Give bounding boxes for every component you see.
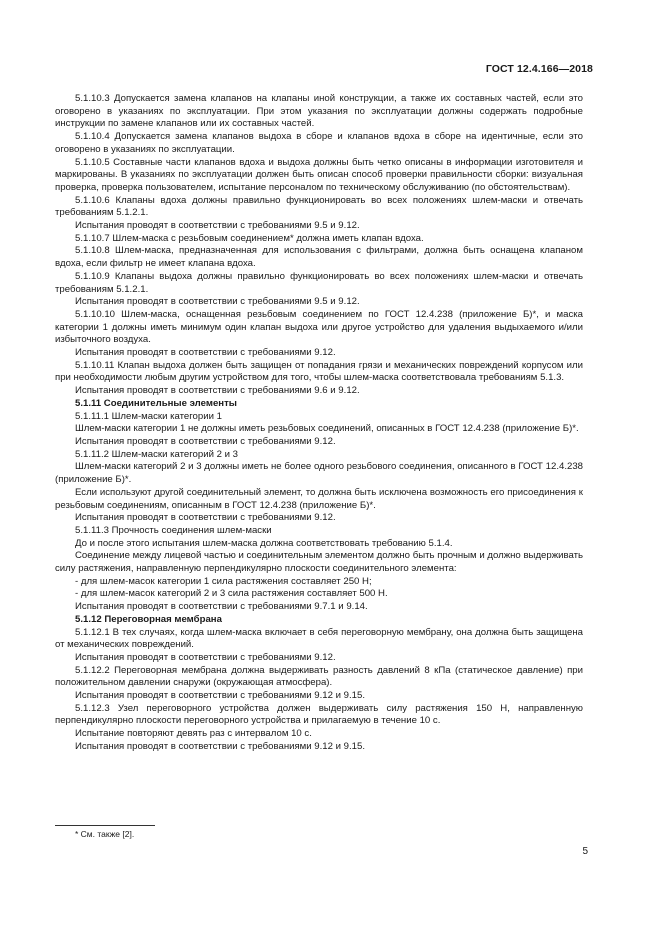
section-heading: 5.1.11 Соединительные элементы xyxy=(75,397,237,409)
page-number: 5 xyxy=(582,846,588,857)
paragraph: 5.1.10.11 Клапан выдоха должен быть защищен от попадания грязи и механических повреждений корпусом или при необходимости любым другим устройством для того, чтобы шлем-маска соответствовала требованиям 5.1.3. xyxy=(55,359,583,384)
paragraph: 5.1.10.8 Шлем-маска, предназначенная для использования с фильтрами, должна быть оснащена клапаном вдоха, если фильтр не имеет клапана вдоха. xyxy=(55,245,583,270)
paragraph: Испытания проводят в соответствии с требованиями 9.12. xyxy=(75,512,336,524)
paragraph: 5.1.12.2 Переговорная мембрана должна выдерживать разность давлений 8 кПа (статическое давление) при положительном давлении снаружи (окружающая атмосфера). xyxy=(55,664,583,689)
document-body xyxy=(55,93,583,754)
paragraph: Если используют другой соединительный элемент, то должна быть исключена возможность его присоединения к резьбовым соединениям, описанным в ГОСТ 12.4.238 (приложение Б)*. xyxy=(55,486,583,511)
paragraph: 5.1.10.10 Шлем-маска, оснащенная резьбовым соединением по ГОСТ 12.4.238 (приложение Б)*, и маска категории 1 должны иметь минимум один клапан выдоха или другое устройство для удаления выдыхаемого и/или избыточного воздуха. xyxy=(55,308,583,346)
footnote-divider xyxy=(55,825,155,826)
paragraph: 5.1.10.3 Допускается замена клапанов на клапаны иной конструкции, а также их составных частей, если это оговорено в указаниях по эксплуатации. При этом указания по эксплуатации должны содержать подробные инструкции по замене клапанов или их составных частей. xyxy=(55,93,583,130)
paragraph: Испытания проводят в соответствии с требованиями 9.6 и 9.12. xyxy=(75,385,360,397)
paragraph: Испытания проводят в соответствии с требованиями 9.5 и 9.12. xyxy=(75,296,360,308)
paragraph: 5.1.10.4 Допускается замена клапанов выдоха в сборе и клапанов вдоха в сборе на идентичные, если это оговорено в указаниях по эксплуатации. xyxy=(55,131,583,155)
paragraph: Испытания проводят в соответствии с требованиями 9.12 и 9.15. xyxy=(75,690,365,702)
paragraph: Испытания проводят в соответствии с требованиями 9.12. xyxy=(75,347,336,359)
paragraph: Соединение между лицевой частью и соединительным элементом должно быть прочным и должно выдерживать силу растяжения, направленную перпендикулярно плоскости соединительного элемента: xyxy=(55,550,583,575)
paragraph: 5.1.10.5 Составные части клапанов вдоха и выдоха должны быть четко описаны в информации изготовителя и маркированы. В указаниях по эксплуатации должен быть описан способ проверки правильности сборки: визуальная проверка, проверка пользователем, испытание персоналом по техническому обслуживанию (по обстоятельствам). xyxy=(55,156,583,193)
paragraph: Испытание повторяют девять раз с интервалом 10 с. xyxy=(75,728,312,740)
paragraph: 5.1.10.7 Шлем-маска с резьбовым соединением* должна иметь клапан вдоха. xyxy=(75,232,424,244)
document-header: ГОСТ 12.4.166—2018 xyxy=(485,63,593,75)
paragraph: Испытания проводят в соответствии с требованиями 9.12 и 9.15. xyxy=(75,740,365,752)
paragraph: До и после этого испытания шлем-маска должна соответствовать требованию 5.1.4. xyxy=(75,537,453,549)
paragraph: Испытания проводят в соответствии с требованиями 9.12. xyxy=(75,435,336,447)
paragraph: 5.1.11.2 Шлем-маски категорий 2 и 3 xyxy=(75,448,238,460)
paragraph: Шлем-маски категории 1 не должны иметь резьбовых соединений, описанных в ГОСТ 12.4.238 (приложение Б)*. xyxy=(75,423,579,435)
paragraph: 5.1.12.3 Узел переговорного устройства должен выдерживать силу растяжения 150 Н, направленную перпендикулярно плоскости переговорного устройства и прилагаемую в течение 10 с. xyxy=(55,702,583,727)
paragraph: 5.1.11.1 Шлем-маски категории 1 xyxy=(75,410,222,422)
paragraph: - для шлем-масок категории 1 сила растяжения составляет 250 Н; xyxy=(75,575,372,587)
paragraph: Испытания проводят в соответствии с требованиями 9.7.1 и 9.14. xyxy=(75,601,368,613)
section-heading: 5.1.12 Переговорная мембрана xyxy=(75,613,222,625)
paragraph: - для шлем-масок категорий 2 и 3 сила растяжения составляет 500 Н. xyxy=(75,588,388,600)
paragraph: Испытания проводят в соответствии с требованиями 9.5 и 9.12. xyxy=(75,220,360,232)
paragraph: 5.1.12.1 В тех случаях, когда шлем-маска включает в себя переговорную мембрану, она должна быть защищена от механических повреждений. xyxy=(55,626,583,651)
paragraph: Испытания проводят в соответствии с требованиями 9.12. xyxy=(75,651,336,663)
footnote: * См. также [2]. xyxy=(75,829,135,839)
paragraph: 5.1.10.6 Клапаны вдоха должны правильно функционировать во всех положениях шлем-маски и отвечать требованиям 5.1.2.1. xyxy=(55,194,583,219)
paragraph: 5.1.11.3 Прочность соединения шлем-маски xyxy=(75,524,272,536)
paragraph: Шлем-маски категорий 2 и 3 должны иметь не более одного резьбового соединения, описанного в ГОСТ 12.4.238 (приложение Б)*. xyxy=(55,461,583,486)
paragraph: 5.1.10.9 Клапаны выдоха должны правильно функционировать во всех положениях шлем-маски и отвечать требованиям 5.1.2.1. xyxy=(55,270,583,295)
